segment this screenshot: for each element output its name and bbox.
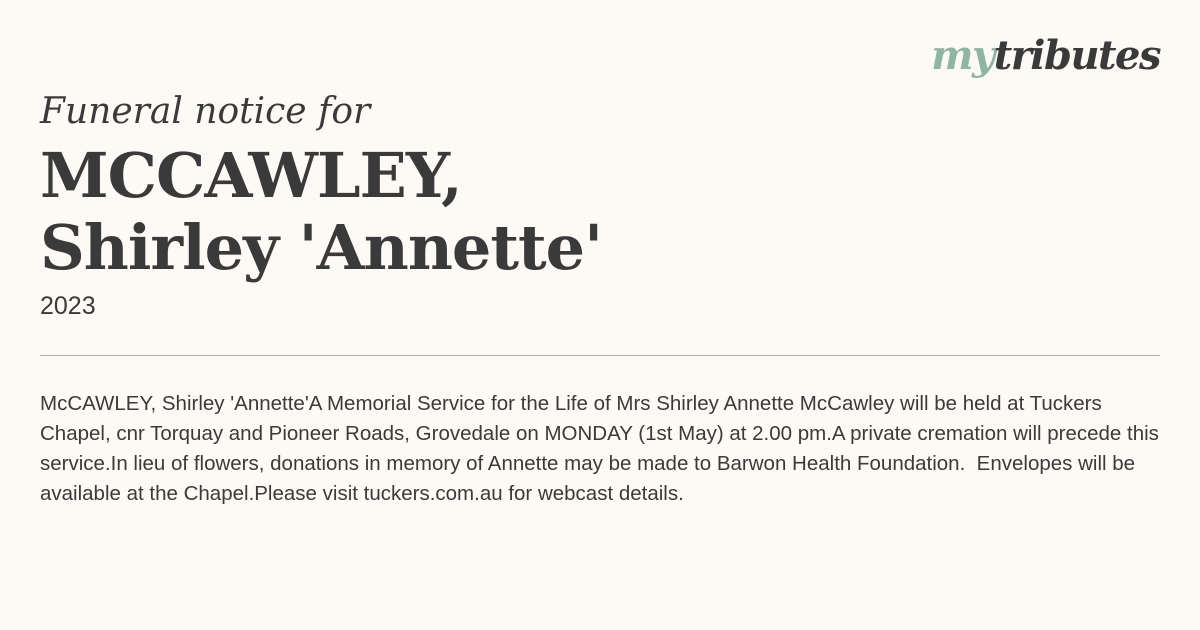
deceased-given-names: Shirley 'Annette'	[40, 211, 603, 284]
deceased-surname: MCCAWLEY,	[40, 139, 462, 212]
notice-body-text: McCAWLEY, Shirley 'Annette'A Memorial Service for the Life of Mrs Shirley Annette McCawley will be held at Tuckers Chapel, cnr Torquay and Pioneer Roads, Grovedale on MONDAY (1st May) at 2.00 pm.A private cremation will precede this service.In lieu of flowers, donations in memory of Annette may be made to Barwon Health Foundation. Envelopes will be available at the Chapel.Please visit tuckers.com.au for webcast details.	[40, 392, 1165, 505]
notice-kicker: Funeral notice for	[40, 91, 371, 132]
notice-year: 2023	[40, 292, 96, 320]
logo-suffix: tributes	[993, 32, 1160, 79]
deceased-name	[40, 140, 602, 284]
mytributes-logo	[931, 32, 1160, 79]
divider	[40, 355, 1160, 356]
logo-prefix: my	[931, 32, 994, 79]
